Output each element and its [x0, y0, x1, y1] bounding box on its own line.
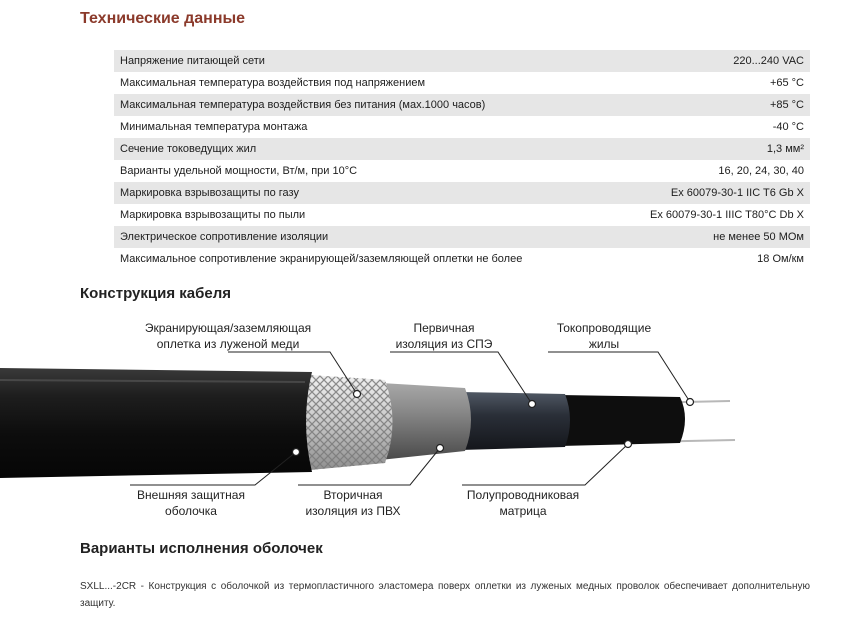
outer-jacket — [0, 368, 312, 478]
spec-label: Электрическое сопротивление изоляции — [114, 226, 584, 248]
matrix-label-line1: Полупроводниковая — [466, 488, 580, 502]
secondary-insulation-label — [296, 487, 410, 519]
specs-table — [114, 50, 810, 270]
semiconductive-matrix — [560, 395, 685, 446]
shield-braid-label-line1: Экранирующая/заземляющая — [144, 321, 312, 335]
cable-construction-title: Конструкция кабеля — [80, 285, 231, 302]
spec-value: 220...240 VAC — [584, 50, 810, 72]
spec-value: +65 °C — [584, 72, 810, 94]
outer-jacket-label — [128, 487, 254, 519]
sheath-variants-title: Варианты исполнения оболочек — [80, 540, 323, 557]
spec-label: Максимальное сопротивление экранирующей/заземляющей оплетки не более — [114, 248, 584, 270]
primary-insulation-label-line1: Первичная — [413, 321, 475, 335]
spec-label: Маркировка взрывозащиты по газу — [114, 182, 584, 204]
spec-label: Максимальная температура воздействия без питания (мах.1000 часов) — [114, 94, 584, 116]
conductors-label — [548, 320, 660, 352]
spec-value: Ex 60079-30-1 IIIC T80°C Db X — [584, 204, 810, 226]
matrix-label — [460, 487, 586, 519]
spec-value: -40 °C — [584, 116, 810, 138]
copper-braid — [304, 375, 393, 470]
spec-value: 16, 20, 24, 30, 40 — [584, 160, 810, 182]
matrix-label-line2: матрица — [499, 504, 547, 518]
primary-insulation-label — [384, 320, 504, 352]
spec-row — [114, 204, 810, 226]
spec-row — [114, 116, 810, 138]
spec-label: Минимальная температура монтажа — [114, 116, 584, 138]
spec-label: Напряжение питающей сети — [114, 50, 584, 72]
spec-row — [114, 248, 810, 270]
spec-value: +85 °C — [584, 94, 810, 116]
technical-data-title: Технические данные — [80, 10, 246, 27]
spec-label: Маркировка взрывозащиты по пыли — [114, 204, 584, 226]
conductors-label-line1: Токопроводящие — [556, 321, 652, 335]
spec-row — [114, 94, 810, 116]
spec-row — [114, 160, 810, 182]
spec-row — [114, 72, 810, 94]
spec-value: Ex 60079-30-1 IIC T6 Gb X — [584, 182, 810, 204]
spec-row — [114, 182, 810, 204]
spec-label: Максимальная температура воздействия под напряжением — [114, 72, 584, 94]
spec-label: Сечение токоведущих жил — [114, 138, 584, 160]
outer-jacket-label-line1: Внешняя защитная — [137, 488, 245, 502]
spec-value: 18 Ом/км — [584, 248, 810, 270]
secondary-insulation-label-line2: изоляция из ПВХ — [305, 504, 401, 518]
sheath-variants-text: SXLL...-2CR - Конструкция с оболочкой из термопластичного эластомера поверх оплетки из луженых медных проволок обеспечивает дополнительную защиту. — [80, 581, 810, 609]
spec-label: Варианты удельной мощности, Вт/м, при 10°С — [114, 160, 584, 182]
spec-row — [114, 226, 810, 248]
spec-row — [114, 50, 810, 72]
shield-braid-label — [128, 320, 328, 352]
shield-braid-label-line2: оплетка из луженой меди — [156, 337, 300, 351]
secondary-insulation-label-line1: Вторичная — [323, 488, 383, 502]
spec-value: 1,3 мм² — [584, 138, 810, 160]
spec-value: не менее 50 МОм — [584, 226, 810, 248]
secondary-insulation — [380, 383, 471, 460]
primary-insulation — [460, 392, 570, 450]
outer-jacket-label-line2: оболочка — [165, 504, 217, 518]
conductors-label-line2: жилы — [588, 337, 620, 351]
primary-insulation-label-line2: изоляция из СПЭ — [395, 337, 493, 351]
spec-row — [114, 138, 810, 160]
